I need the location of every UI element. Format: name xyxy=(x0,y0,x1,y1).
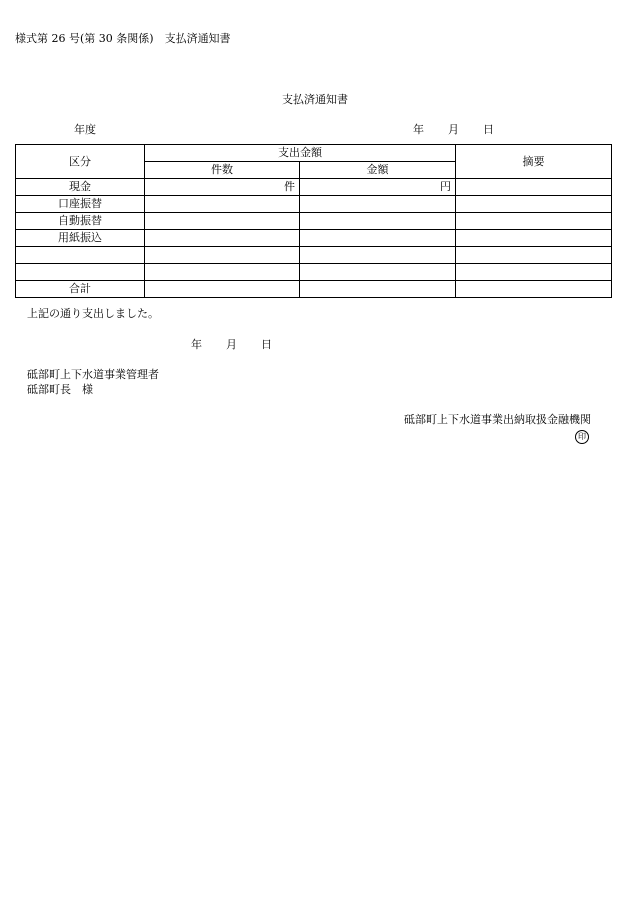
row-label: 現金 xyxy=(16,179,145,196)
count-cell xyxy=(145,281,300,298)
row-label xyxy=(16,247,145,264)
total-label: 合計 xyxy=(16,281,145,298)
summary-cell xyxy=(456,230,612,247)
header-date xyxy=(413,124,494,135)
summary-cell xyxy=(456,264,612,281)
amount-cell xyxy=(300,230,456,247)
summary-cell xyxy=(456,281,612,298)
row-label: 自動振替 xyxy=(16,213,145,230)
amount-cell xyxy=(300,281,456,298)
confirmation-text: 上記の通り支出しました。 xyxy=(27,307,159,320)
issuer-name: 砥部町上下水道事業出納取扱金融機関 xyxy=(404,413,591,426)
date-month: 月 xyxy=(226,338,237,351)
header-expenditure: 支出金額 xyxy=(145,145,456,162)
table-row xyxy=(16,179,612,196)
summary-cell xyxy=(456,179,612,196)
date-day: 日 xyxy=(483,123,494,136)
table-row xyxy=(16,264,612,281)
confirmation-date xyxy=(191,339,272,350)
seal-icon: 印 xyxy=(575,430,589,444)
date-year: 年 xyxy=(191,338,202,351)
table-row xyxy=(16,213,612,230)
date-year: 年 xyxy=(413,123,424,136)
summary-cell xyxy=(456,196,612,213)
document-title: 支払済通知書 xyxy=(282,93,348,106)
addressee-line-1: 砥部町上下水道事業管理者 xyxy=(27,368,159,381)
fiscal-year-label: 年度 xyxy=(74,123,96,136)
count-cell xyxy=(145,230,300,247)
count-cell xyxy=(145,213,300,230)
amount-cell xyxy=(300,247,456,264)
table-row xyxy=(16,247,612,264)
summary-cell xyxy=(456,247,612,264)
form-number: 様式第 26 号(第 30 条関係) 支払済通知書 xyxy=(15,32,231,45)
total-row xyxy=(16,281,612,298)
row-label: 口座振替 xyxy=(16,196,145,213)
header-amount: 金額 xyxy=(300,162,456,179)
row-label: 用紙振込 xyxy=(16,230,145,247)
amount-unit: 円 xyxy=(300,179,456,196)
addressee-line-2: 砥部町長 様 xyxy=(27,383,93,396)
header-count: 件数 xyxy=(145,162,300,179)
amount-cell xyxy=(300,264,456,281)
payment-table xyxy=(15,144,612,298)
header-category: 区分 xyxy=(16,145,145,179)
date-day: 日 xyxy=(261,338,272,351)
table-row xyxy=(16,196,612,213)
count-cell xyxy=(145,196,300,213)
date-month: 月 xyxy=(448,123,459,136)
count-unit: 件 xyxy=(145,179,300,196)
summary-cell xyxy=(456,213,612,230)
row-label xyxy=(16,264,145,281)
table-row xyxy=(16,230,612,247)
amount-cell xyxy=(300,213,456,230)
header-summary: 摘要 xyxy=(456,145,612,179)
count-cell xyxy=(145,264,300,281)
count-cell xyxy=(145,247,300,264)
amount-cell xyxy=(300,196,456,213)
